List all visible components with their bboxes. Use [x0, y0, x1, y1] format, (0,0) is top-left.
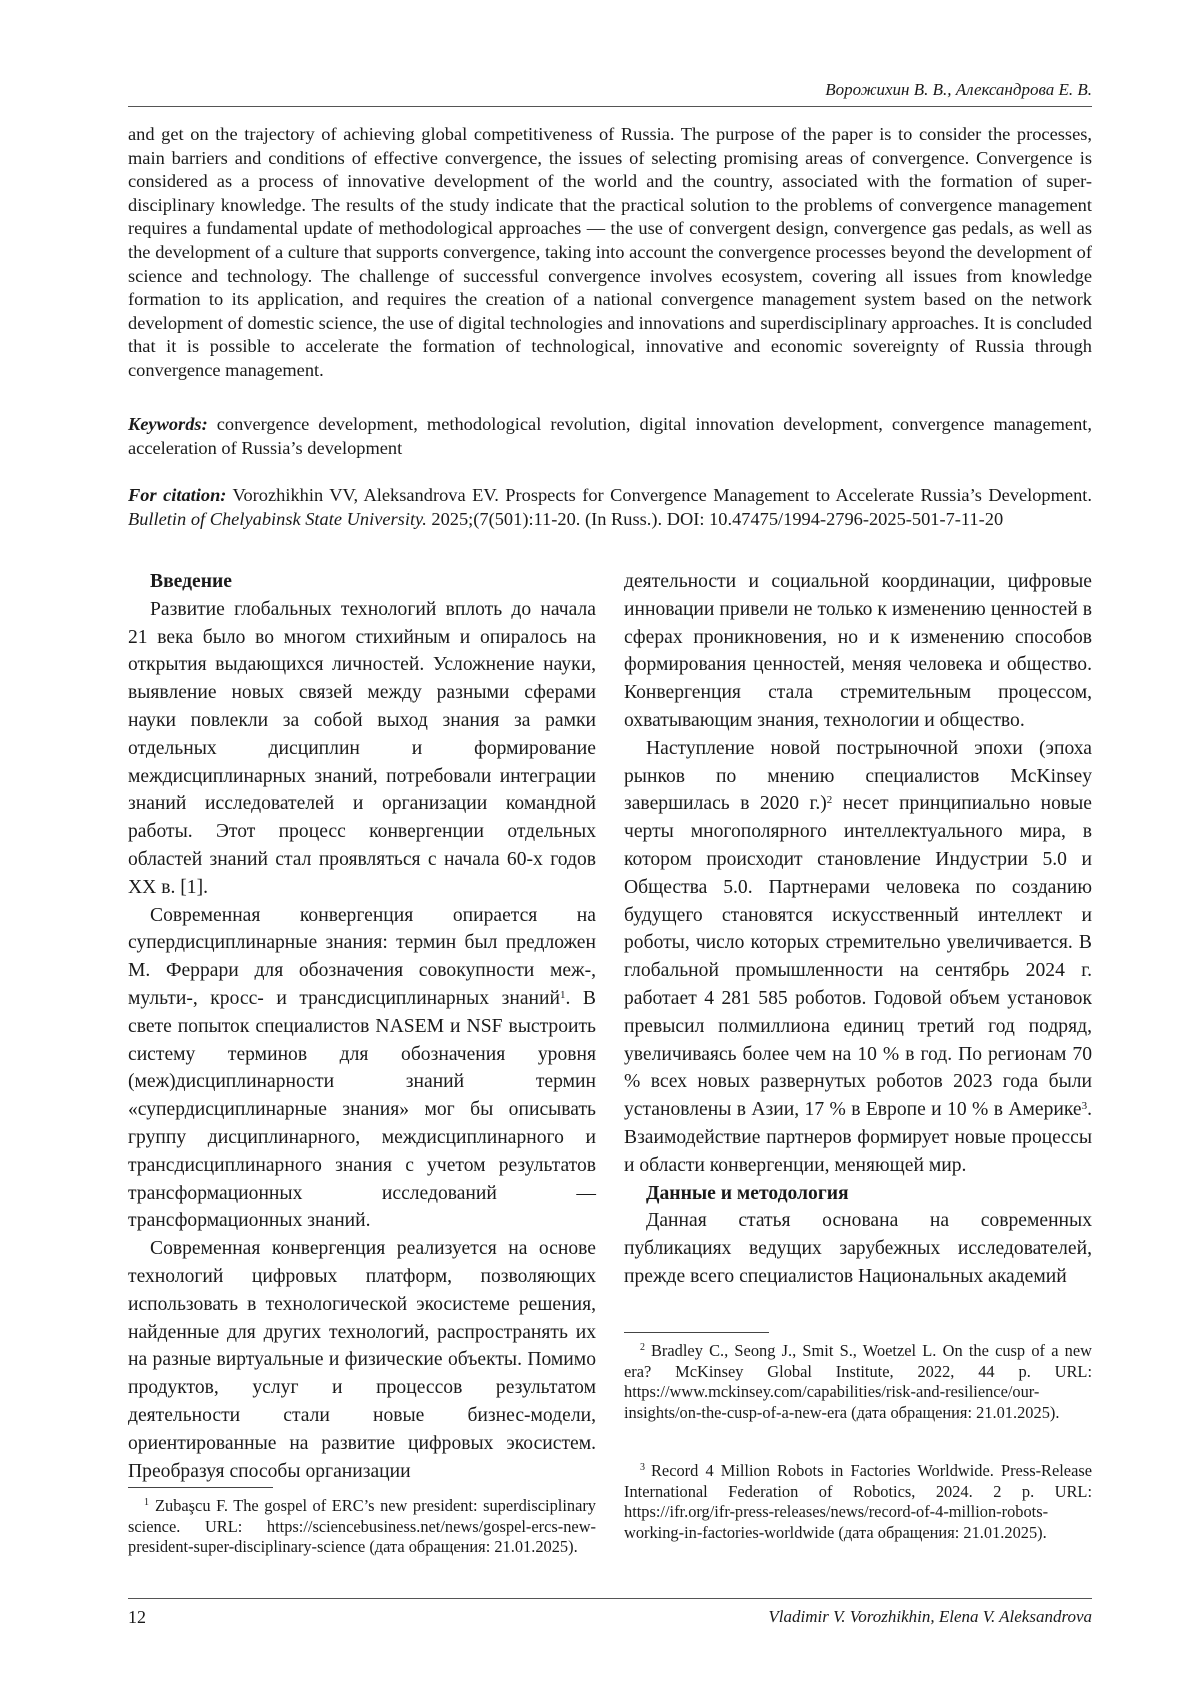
footnote-ref[interactable]: 1 [560, 988, 566, 1001]
footer-rule [128, 1598, 1092, 1599]
running-header [128, 78, 1092, 107]
paragraph: Данная статья основана на современных публикациях ведущих зарубежных исследователей, прежде всего специалистов Национальных академий [624, 1210, 1092, 1287]
footnote-rule [128, 1487, 273, 1488]
citation-journal: Bulletin of Chelyabinsk State University. [128, 508, 427, 529]
footnote-rule [624, 1332, 769, 1333]
footnote-1 [128, 1496, 596, 1558]
paragraph-text: несет принципиально новые черты многополярного интеллектуального мира, в котором происходит становление Индустрии 5.0 и Общества 5.0. Партнерами человека по созданию будущего становятся искусственный интеллект и роботы, число которых стремительно увеличивается. В глобальной промышленности на сентябрь 2024 г. работает 4 281 585 роботов. Годовой объем установок превысил полмиллиона единиц третий год подряд, увеличиваясь более чем на 10 % в год. По регионам 70 % всех новых развернутых роботов 2023 года были установлены в Азии, 17 % в Европе и 10 % в Америке [624, 793, 1092, 1121]
paragraph: деятельности и социальной координации, цифровые инновации привели не только к изменению ценностей в сферах проникновения, но и к изменению способов формирования ценностей, меняя человека и общество. Конвергенция стала стремительным процессом, охватывающим знания, технологии и общество. [624, 571, 1092, 731]
paragraph-text: . В свете попыток специалистов NASEM и NSF выстроить систему терминов для обозначения уровня (меж)дисциплинарности знаний термин «супердисциплинарные знания» мог бы описывать группу дисциплинарного, междисциплинарного и трансдисциплинарного знания с учетом результатов трансформационных исследований — трансформационных знаний. [128, 987, 597, 1232]
footnote-ref[interactable]: 2 [826, 794, 833, 807]
page-number: 12 [128, 1607, 146, 1627]
keywords-text: convergence development, methodological revolution, digital innovation development, convergence management, acceleration of Russia’s development [128, 414, 1092, 458]
paragraph-text: . Взаимодействие партнеров формирует новые процессы и области конвергенции, меняющей мир. [624, 1099, 1092, 1176]
footnote-number: 3 [640, 1462, 645, 1473]
left-column [128, 568, 596, 1485]
footnote-ref[interactable]: 3 [1081, 1100, 1088, 1113]
keywords [128, 413, 1092, 460]
citation-label: For citation: [128, 485, 227, 505]
footnote-2 [624, 1341, 1092, 1423]
footnote-text: Bradley C., Seong J., Smit S., Woetzel L. On the cusp of a new era? McKinsey Global Institute, 2022, 44 p. URL: https://www.mckinsey.com/capabilities/risk-and-resilience/our-insights/on-the-cusp-of-a-new-era (дата обращения: 21.01.2025). [624, 1341, 1092, 1422]
keywords-label: Keywords: [128, 414, 208, 434]
footnote-3 [624, 1461, 1092, 1543]
paragraph: Развитие глобальных технологий вплоть до начала 21 века было во многом стихийным и опиралось на открытия выдающихся личностей. Усложнение науки, выявление новых связей между разными сферами науки повлекли за собой выход знания за рамки отдельных дисциплин и формирование междисциплинарных знаний, потребовали интеграции знаний исследователей и организации командной работы. Этот процесс конвергенции отдельных областей знаний стал проявляться с начала 60-х годов XX в. [1]. [128, 598, 596, 898]
footnote-number: 2 [640, 1342, 645, 1353]
section-heading-introduction: Введение [150, 571, 232, 592]
footnote-text: Record 4 Million Robots in Factories Worldwide. Press-Release International Federation of Robotics, 2024. 2 p. URL: https://ifr.org/ifr-press-releases/news/record-of-4-million-robots-working-in-factories-worldwide (дата обращения: 21.01.2025). [624, 1461, 1092, 1542]
footnote-text: Zubaşcu F. The gospel of ERC’s new president: superdisciplinary science. URL: https://sciencebusiness.net/news/gospel-ercs-new-president-super-disciplinary-science (дата обращения: 21.01.2025). [128, 1496, 596, 1557]
section-heading-data-methodology: Данные и методология [646, 1182, 849, 1204]
footnote-number: 1 [144, 1497, 149, 1508]
citation-text-before: Vorozhikhin VV, Aleksandrova EV. Prospects for Convergence Management to Accelerate Russia’s Development. [226, 485, 1092, 505]
right-column [624, 568, 1092, 1291]
header-authors: Ворожихин В. В., Александрова Е. В. [825, 80, 1092, 99]
paragraph-text: Современная конвергенция опирается на супердисциплинарные знания: термин был предложен М. Феррари для обозначения совокупности меж-, мульти-, кросс- и трансдисциплинарных знаний [128, 904, 596, 1009]
paragraph: Современная конвергенция реализуется на основе технологий цифровых платформ, позволяющих использовать в технологической экосистеме решения, найденные для других технологий, распространять их на разные виртуальные и физические объекты. Помимо продуктов, услуг и процессов результатом деятельности стали новые бизнес-модели, ориентированные на развитие цифровых экосистем. Преобразуя способы организации [128, 1238, 596, 1482]
paragraph [128, 902, 596, 1236]
paragraph-text: Наступление новой пострыночной эпохи (эпоха рынков по мнению специалистов McKinsey завершилась в 2020 г.) [624, 737, 1092, 815]
paragraph [624, 735, 1092, 1180]
citation-text-after: 2025;(7(501):11-20. (In Russ.). DOI: 10.47475/1994-2796-2025-501-7-11-20 [426, 508, 1004, 529]
citation [128, 484, 1092, 531]
abstract-text: and get on the trajectory of achieving global competitiveness of Russia. The purpose of the paper is to consider the processes, main barriers and conditions of effective convergence, the issues of selecting promising areas of convergence. Convergence is considered as a process of innovative development of the world and the country, associated with the formation of super-disciplinary knowledge. The results of the study indicate that the practical solution to the problems of convergence management requires a fundamental update of methodological approaches — the use of convergent design, convergence gas pedals, as well as the development of a culture that supports convergence, taking into account the convergence processes beyond the development of science and technology. The challenge of successful convergence involves ecosystem, covering all issues from knowledge formation to its application, and requires the creation of a national convergence management system based on the network development of domestic science, the use of digital technologies and innovations and superdisciplinary approaches. It is concluded that it is possible to accelerate the formation of technological, innovative and economic sovereignty of Russia through convergence management. [128, 124, 1092, 380]
footer-authors: Vladimir V. Vorozhikhin, Elena V. Aleksandrova [768, 1607, 1092, 1626]
